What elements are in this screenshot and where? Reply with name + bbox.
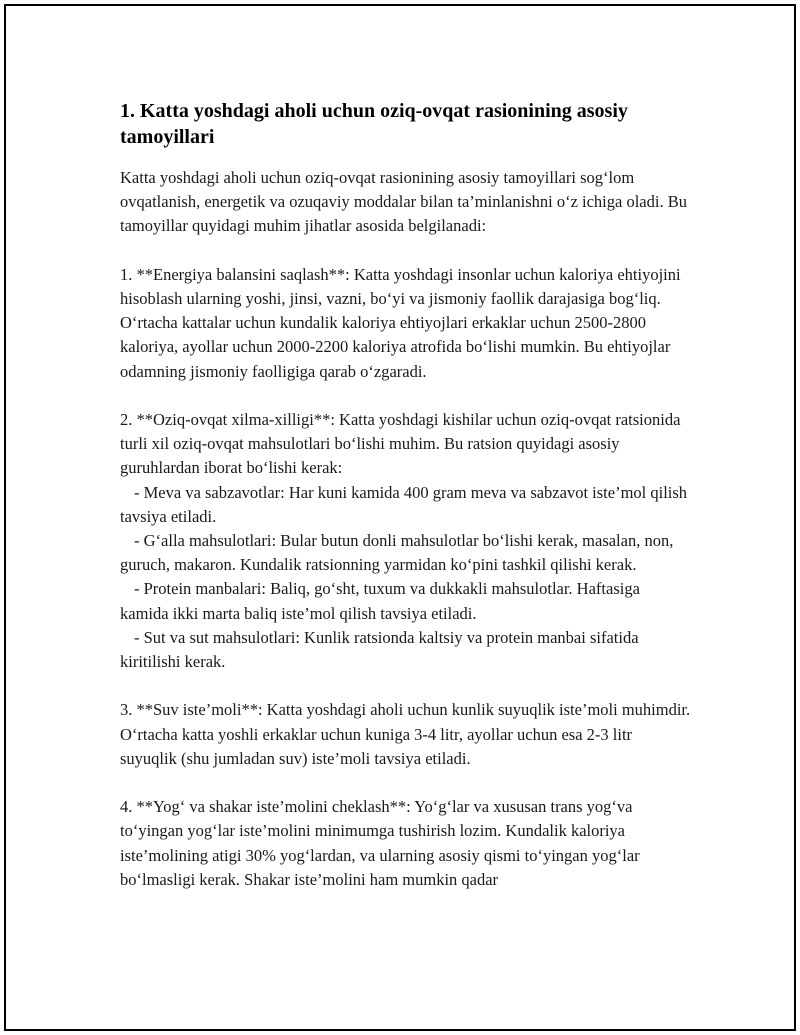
item-fat-sugar-limit: 4. **Yog‘ va shakar iste’molini cheklash**: Yo‘g‘lar va xususan trans yog‘va to‘yingan yog‘lar iste’molini minimumga tushirish lozim. Kundalik kaloriya iste’molining atigi 30% yog‘lardan, va ularning asosiy qismi to‘yingan yog‘lar bo‘lmasligi kerak. Shakar iste’molini ham mumkin qadar (120, 797, 640, 889)
intro-paragraph: Katta yoshdagi aholi uchun oziq-ovqat rasionining asosiy tamoyillari sog‘lom ovqatlanish, energetik va ozuqaviy moddalar bilan ta’minlanishni o‘z ichiga oladi. Bu tamoyillar quyidagi muhim jihatlar asosida belgilanadi: (120, 168, 687, 236)
document-body (120, 98, 692, 916)
subitem-grains: - G‘alla mahsulotlari: Bular butun donli mahsulotlar bo‘lishi kerak, masalan, non, guruch, makaron. Kundalik ratsionning yarmidan ko‘pini tashkil qilishi kerak. (120, 531, 674, 575)
subitem-protein: - Protein manbalari: Baliq, go‘sht, tuxum va dukkakli mahsulotlar. Haftasiga kamida ikki marta baliq iste’mol qilish tavsiya etiladi. (120, 579, 640, 623)
item-food-variety-intro: 2. **Oziq-ovqat xilma-xilligi**: Katta yoshdagi kishilar uchun oziq-ovqat ratsionida turli xil oziq-ovqat mahsulotlari bo‘lishi muhim. Bu ratsion quyidagi asosiy guruhlardan iborat bo‘lishi kerak: (120, 410, 681, 478)
page-frame (4, 4, 796, 1031)
item-food-variety (120, 408, 692, 674)
item-energy-balance: 1. **Energiya balansini saqlash**: Katta yoshdagi insonlar uchun kaloriya ehtiyojini hisoblash ularning yoshi, jinsi, vazni, bo‘yi va jismoniy faollik darajasiga bog‘liq. O‘rtacha kattalar uchun kundalik kaloriya ehtiyojlari erkaklar uchun 2500-2800 kaloriya, ayollar uchun 2000-2200 kaloriya atrofida bo‘lishi mumkin. Bu ehtiyojlar odamning jismoniy faolligiga qarab o‘zgaradi. (120, 264, 681, 381)
section-heading: 1. Katta yoshdagi aholi uchun oziq-ovqat rasionining asosiy tamoyillari (120, 100, 628, 148)
subitem-dairy: - Sut va sut mahsulotlari: Kunlik ratsionda kaltsiy va protein manbai sifatida kiritilishi kerak. (120, 627, 639, 672)
subitem-fruits-vegetables: - Meva va sabzavotlar: Har kuni kamida 400 gram meva va sabzavot iste’mol qilish tavsiya etiladi. (120, 482, 688, 526)
item-water-intake: 3. **Suv iste’moli**: Katta yoshdagi aholi uchun kunlik suyuqlik iste’moli muhimdir. O‘rtacha katta yoshli erkaklar uchun kuniga 3-4 litr, ayollar uchun esa 2-3 litr suyuqlik (shu jumladan suv) iste’moli tavsiya etiladi. (120, 700, 691, 768)
